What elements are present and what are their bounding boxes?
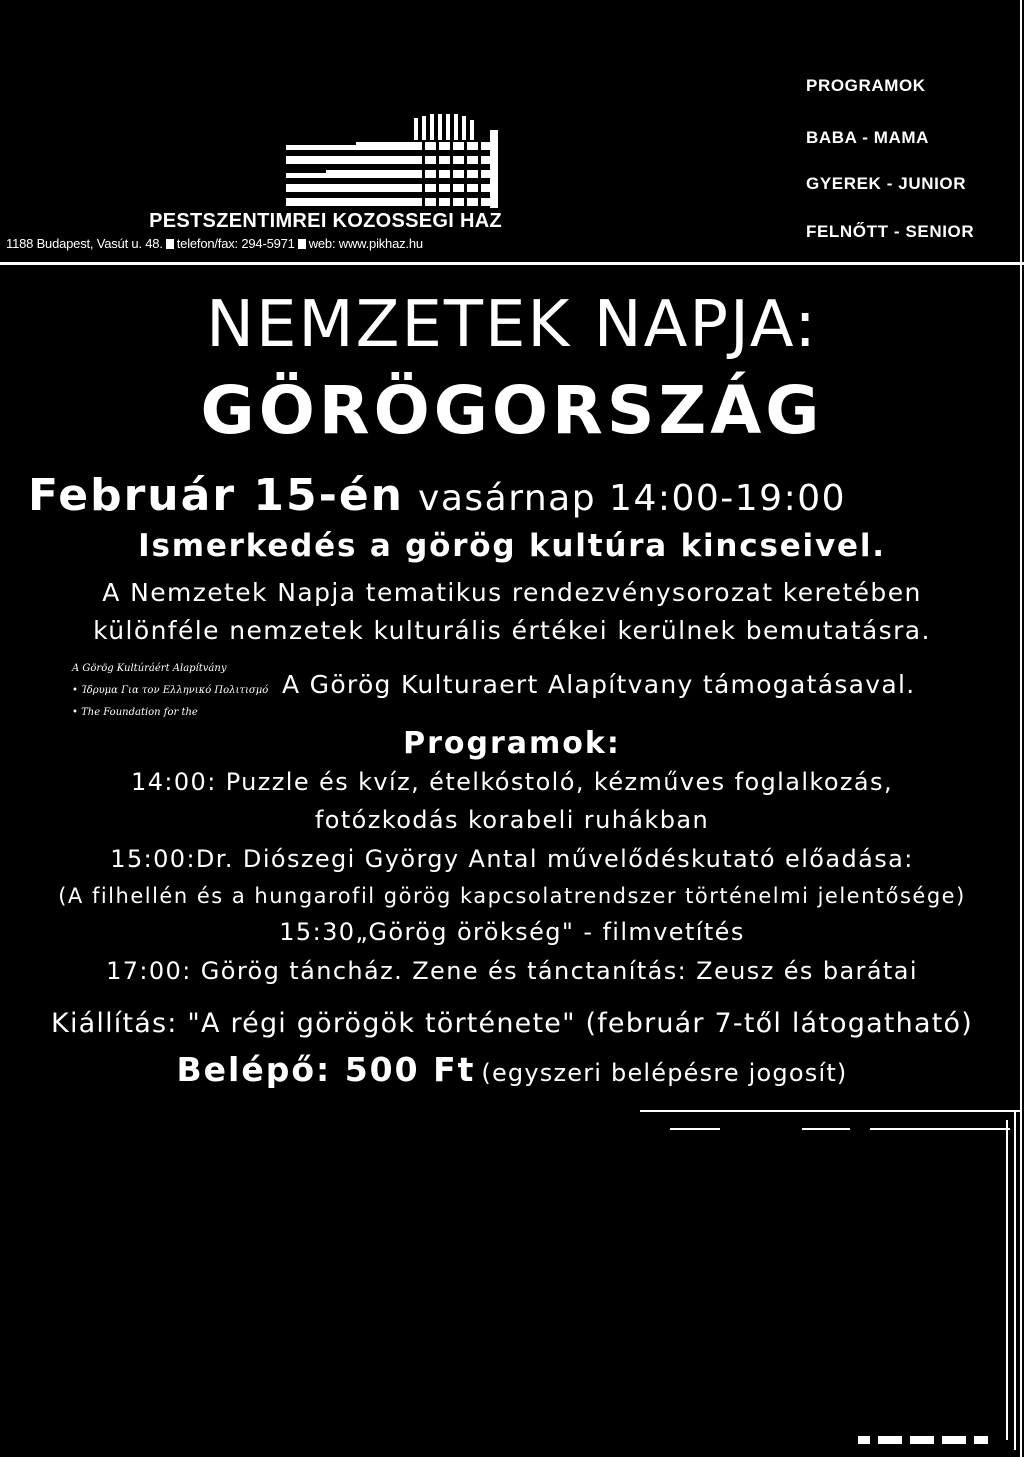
org-name: PESTSZENTIMREI KOZOSSEGI HAZ	[149, 210, 502, 232]
event-title: NEMZETEK NAPJA:	[206, 288, 818, 362]
program-line: 17:00: Görög táncház. Zene és tánctanítás: Zeusz és barátai	[106, 957, 918, 985]
square-bullet-icon	[298, 239, 306, 249]
exhibition-line: Kiállítás: "A régi görögök története" (február 7-től látogatható)	[51, 1008, 973, 1039]
sponsor-logo-line: • Ίδρυμα Για τον Ελληνικό Πολιτισμό	[72, 685, 269, 696]
program-line: 15:30„Görög örökség" - filmvetítés	[279, 918, 745, 946]
program-category: GYEREK - JUNIOR	[806, 174, 967, 193]
entry-fee	[0, 1050, 1024, 1089]
corner-frame	[640, 1100, 1024, 1457]
event-date	[28, 470, 846, 521]
entry-fee-price: Belépő: 500 Ft	[176, 1050, 476, 1089]
sponsor-logo-line: A Görög Kultúráért Alapítvány	[72, 663, 227, 674]
sponsor-text: A Görög Kulturaert Alapítvany támogatásaval.	[282, 670, 916, 699]
program-category: FELNŐTT - SENIOR	[806, 222, 975, 241]
program-category: BABA - MAMA	[806, 128, 930, 147]
programs-title: PROGRAMOK	[806, 76, 926, 95]
event-date-day: Február 15-én	[28, 470, 405, 521]
org-address: 1188 Budapest, Vasút u. 48.	[6, 236, 163, 251]
program-line: 14:00: Puzzle és kvíz, ételkóstoló, kézműves foglalkozás,	[131, 768, 893, 796]
programs-heading: Programok:	[403, 726, 621, 761]
org-phone: telefon/fax: 294-5971	[176, 236, 295, 251]
program-line: fotózkodás korabeli ruhákban	[314, 806, 710, 834]
event-date-time: vasárnap 14:00-19:00	[418, 478, 847, 519]
program-line: 15:00:Dr. Diószegi György Antal művelődéskutató előadása:	[110, 845, 914, 873]
event-intro-line: A Nemzetek Napja tematikus rendezvénysorozat keretében	[102, 578, 922, 607]
event-intro-line: különféle nemzetek kulturális értékei kerülnek bemutatásra.	[93, 616, 931, 645]
sponsor-logo	[72, 658, 268, 724]
event-country: GÖRÖGORSZÁG	[200, 372, 824, 449]
sponsor-logo-line: • The Foundation for the	[72, 707, 198, 718]
entry-fee-note: (egyszeri belépésre jogosít)	[481, 1059, 848, 1087]
program-line: (A filhellén és a hungarofil görög kapcsolatrendszer történelmi jelentősége)	[58, 884, 966, 908]
square-bullet-icon	[166, 239, 174, 249]
org-contact	[6, 236, 423, 251]
building-logo-icon	[272, 112, 512, 212]
org-web[interactable]: web: www.pikhaz.hu	[308, 236, 423, 251]
header-divider	[0, 262, 1024, 265]
event-tagline: Ismerkedés a görög kultúra kincseivel.	[138, 528, 886, 564]
